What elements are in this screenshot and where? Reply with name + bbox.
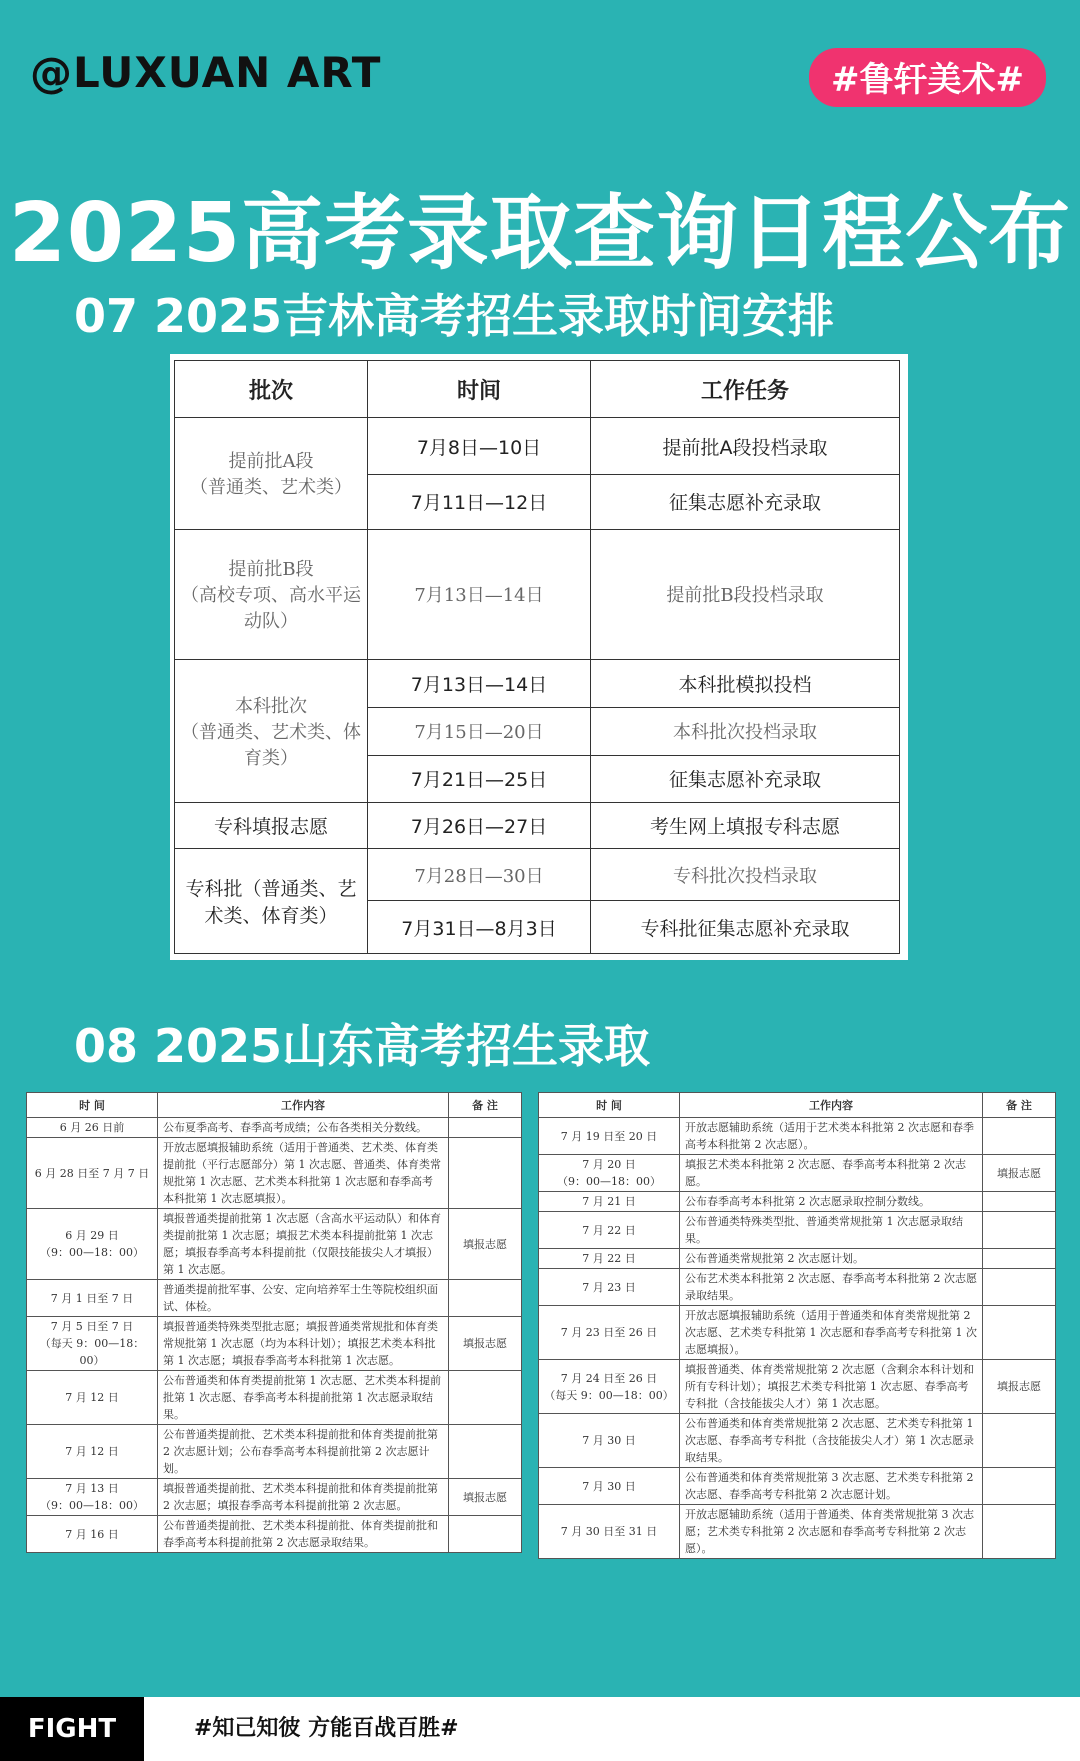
shandong-note-cell (449, 1516, 522, 1553)
shandong-time-cell: 7 月 30 日 (539, 1468, 680, 1505)
shandong-content-cell: 公布春季高考本科批第 2 次志愿录取控制分数线。 (680, 1192, 983, 1212)
shandong-time-cell: 7 月 19 日至 20 日 (539, 1118, 680, 1155)
shandong-header-time: 时 间 (539, 1093, 680, 1118)
jilin-time-cell: 7月21日—25日 (368, 755, 591, 803)
shandong-table-left-card (26, 1092, 522, 1553)
shandong-table-row (27, 1371, 522, 1425)
shandong-note-cell (449, 1371, 522, 1425)
shandong-note-cell: 填报志愿 (983, 1360, 1056, 1414)
jilin-time-cell: 7月13日—14日 (368, 529, 591, 659)
shandong-content-cell: 开放志愿填报辅助系统（适用于普通类、艺术类、体育类提前批（平行志愿部分）第 1 次志愿、普通类、体育类常规批第 1 次志愿、艺术类本科批第 1 次志愿和春季高考本科批第 1 次志愿填报）。 (158, 1138, 449, 1209)
jilin-task-cell: 本科批模拟投档 (591, 659, 900, 707)
jilin-time-cell: 7月31日—8月3日 (368, 901, 591, 954)
jilin-task-cell: 本科批次投档录取 (591, 707, 900, 755)
shandong-header-content: 工作内容 (680, 1093, 983, 1118)
shandong-table-left (26, 1092, 522, 1553)
jilin-table-row (175, 529, 900, 659)
shandong-header-note: 备 注 (449, 1093, 522, 1118)
shandong-note-cell (449, 1425, 522, 1479)
shandong-time-cell: 7 月 12 日 (27, 1425, 158, 1479)
jilin-task-cell: 专科批次投档录取 (591, 849, 900, 901)
shandong-time-cell: 7 月 30 日至 31 日 (539, 1505, 680, 1559)
page-title: 2025高考录取查询日程公布 (8, 186, 1072, 281)
shandong-note-cell: 填报志愿 (983, 1155, 1056, 1192)
shandong-time-cell: 7 月 23 日 (539, 1269, 680, 1306)
shandong-content-cell: 填报艺术类本科批第 2 次志愿、春季高考本科批第 2 次志愿。 (680, 1155, 983, 1192)
jilin-section-title: 07 2025吉林高考招生录取时间安排 (74, 289, 835, 343)
shandong-time-cell: 6 月 28 日至 7 月 7 日 (27, 1138, 158, 1209)
shandong-content-cell: 公布夏季高考、春季高考成绩；公布各类相关分数线。 (158, 1118, 449, 1138)
shandong-note-cell (983, 1505, 1056, 1559)
shandong-content-cell: 公布普通类和体育类提前批第 1 次志愿、艺术类本科提前批第 1 次志愿、春季高考本科提前批第 1 次志愿录取结果。 (158, 1371, 449, 1425)
shandong-table-row (539, 1269, 1056, 1306)
shandong-header-note: 备 注 (983, 1093, 1056, 1118)
shandong-table-row (27, 1138, 522, 1209)
shandong-section-title: 08 2025山东高考招生录取 (74, 1019, 651, 1073)
jilin-task-cell: 考生网上填报专科志愿 (591, 803, 900, 849)
jilin-table-card (170, 354, 908, 960)
jilin-batch-cell: 专科批（普通类、艺术类、体育类） (175, 849, 368, 954)
jilin-task-cell: 征集志愿补充录取 (591, 755, 900, 803)
shandong-note-cell (983, 1118, 1056, 1155)
shandong-note-cell: 填报志愿 (449, 1317, 522, 1371)
shandong-time-cell: 6 月 26 日前 (27, 1118, 158, 1138)
shandong-table-row (539, 1468, 1056, 1505)
jilin-table-row (175, 803, 900, 849)
footer-fight-label: FIGHT (0, 1697, 144, 1761)
shandong-note-cell (983, 1192, 1056, 1212)
shandong-table-row (27, 1425, 522, 1479)
shandong-table-row (539, 1249, 1056, 1269)
shandong-time-cell: 7 月 21 日 (539, 1192, 680, 1212)
shandong-time-cell: 6 月 29 日 （9：00—18：00） (27, 1209, 158, 1280)
shandong-time-cell: 7 月 30 日 (539, 1414, 680, 1468)
shandong-note-cell (983, 1249, 1056, 1269)
shandong-table-right (538, 1092, 1056, 1559)
shandong-note-cell (983, 1306, 1056, 1360)
shandong-content-cell: 开放志愿辅助系统（适用于普通类、体育类常规批第 3 次志愿；艺术类专科批第 2 次志愿和春季高考专科批第 2 次志愿）。 (680, 1505, 983, 1559)
jilin-time-cell: 7月11日—12日 (368, 475, 591, 530)
brand-watermark: @LUXUAN ART (30, 48, 382, 97)
shandong-note-cell (983, 1468, 1056, 1505)
jilin-time-cell: 7月8日—10日 (368, 418, 591, 475)
shandong-time-cell: 7 月 13 日 （9：00—18：00） (27, 1479, 158, 1516)
jilin-task-cell: 征集志愿补充录取 (591, 475, 900, 530)
shandong-header-content: 工作内容 (158, 1093, 449, 1118)
shandong-content-cell: 填报普通类提前批第 1 次志愿（含高水平运动队）和体育类提前批第 1 次志愿；填报艺术类本科提前批第 1 次志愿；填报春季高考本科提前批（仅限技能拔尖人才填报）第 1 次志愿。 (158, 1209, 449, 1280)
shandong-table-right-card (538, 1092, 1056, 1559)
shandong-time-cell: 7 月 22 日 (539, 1249, 680, 1269)
shandong-note-cell: 填报志愿 (449, 1479, 522, 1516)
shandong-content-cell: 公布艺术类本科批第 2 次志愿、春季高考本科批第 2 次志愿录取结果。 (680, 1269, 983, 1306)
jilin-table (174, 360, 900, 954)
shandong-note-cell (449, 1138, 522, 1209)
shandong-note-cell: 填报志愿 (449, 1209, 522, 1280)
shandong-content-cell: 填报普通类特殊类型批志愿；填报普通类常规批和体育类常规批第 1 次志愿（均为本科计划）；填报艺术类本科批第 1 次志愿；填报春季高考本科批第 1 次志愿。 (158, 1317, 449, 1371)
jilin-batch-cell: 专科填报志愿 (175, 803, 368, 849)
shandong-table-row (539, 1212, 1056, 1249)
shandong-table-row (539, 1414, 1056, 1468)
shandong-header-time: 时 间 (27, 1093, 158, 1118)
jilin-task-cell: 专科批征集志愿补充录取 (591, 901, 900, 954)
shandong-time-cell: 7 月 20 日 （9：00—18：00） (539, 1155, 680, 1192)
jilin-batch-cell: 本科批次 （普通类、艺术类、体育类） (175, 659, 368, 803)
shandong-table-row (27, 1118, 522, 1138)
shandong-time-cell: 7 月 12 日 (27, 1371, 158, 1425)
shandong-note-cell (983, 1269, 1056, 1306)
shandong-table-row (27, 1209, 522, 1280)
jilin-header-time: 时间 (368, 361, 591, 418)
shandong-table-row (539, 1505, 1056, 1559)
shandong-note-cell (983, 1212, 1056, 1249)
shandong-content-cell: 开放志愿填报辅助系统（适用于普通类和体育类常规批第 2 次志愿、艺术类专科批第 1 次志愿和春季高考专科批第 1 次志愿填报）。 (680, 1306, 983, 1360)
jilin-header-batch: 批次 (175, 361, 368, 418)
shandong-time-cell: 7 月 23 日至 26 日 (539, 1306, 680, 1360)
jilin-batch-cell: 提前批A段 （普通类、艺术类） (175, 418, 368, 530)
shandong-table-row (539, 1118, 1056, 1155)
hashtag-badge: #鲁轩美术# (809, 48, 1046, 107)
shandong-content-cell: 公布普通类和体育类常规批第 2 次志愿、艺术类专科批第 1 次志愿、春季高考专科批（含技能拔尖人才）第 1 次志愿录取结果。 (680, 1414, 983, 1468)
shandong-note-cell (983, 1414, 1056, 1468)
shandong-content-cell: 公布普通类常规批第 2 次志愿计划。 (680, 1249, 983, 1269)
shandong-content-cell: 填报普通类、体育类常规批第 2 次志愿（含剩余本科计划和所有专科计划）；填报艺术类专科批第 1 次志愿、春季高考专科批（含技能拔尖人才）第 1 次志愿。 (680, 1360, 983, 1414)
shandong-time-cell: 7 月 5 日至 7 日 （每天 9：00—18：00） (27, 1317, 158, 1371)
shandong-table-row (539, 1306, 1056, 1360)
shandong-content-cell: 开放志愿辅助系统（适用于艺术类本科批第 2 次志愿和春季高考本科批第 2 次志愿）。 (680, 1118, 983, 1155)
shandong-content-cell: 公布普通类提前批、艺术类本科提前批和体育类提前批第 2 次志愿计划；公布春季高考本科提前批第 2 次志愿计划。 (158, 1425, 449, 1479)
shandong-note-cell (449, 1118, 522, 1138)
shandong-time-cell: 7 月 24 日至 26 日 （每天 9：00—18：00） (539, 1360, 680, 1414)
shandong-table-row (539, 1155, 1056, 1192)
shandong-note-cell (449, 1280, 522, 1317)
shandong-table-row (539, 1192, 1056, 1212)
jilin-batch-cell: 提前批B段 （高校专项、高水平运动队） (175, 529, 368, 659)
jilin-task-cell: 提前批A段投档录取 (591, 418, 900, 475)
jilin-header-task: 工作任务 (591, 361, 900, 418)
shandong-time-cell: 7 月 16 日 (27, 1516, 158, 1553)
shandong-time-cell: 7 月 22 日 (539, 1212, 680, 1249)
shandong-content-cell: 公布普通类和体育类常规批第 3 次志愿、艺术类专科批第 2 次志愿、春季高考专科批第 2 次志愿计划。 (680, 1468, 983, 1505)
shandong-content-cell: 填报普通类提前批、艺术类本科提前批和体育类提前批第 2 次志愿；填报春季高考本科提前批第 2 次志愿。 (158, 1479, 449, 1516)
shandong-table-row (27, 1516, 522, 1553)
shandong-content-cell: 普通类提前批军事、公安、定向培养军士生等院校组织面试、体检。 (158, 1280, 449, 1317)
jilin-table-row (175, 849, 900, 901)
shandong-table-row (27, 1317, 522, 1371)
shandong-time-cell: 7 月 1 日至 7 日 (27, 1280, 158, 1317)
shandong-table-row (27, 1479, 522, 1516)
jilin-table-row (175, 659, 900, 707)
jilin-time-cell: 7月26日—27日 (368, 803, 591, 849)
jilin-time-cell: 7月28日—30日 (368, 849, 591, 901)
jilin-task-cell: 提前批B段投档录取 (591, 529, 900, 659)
footer-slogan: #知己知彼 方能百战百胜# (144, 1697, 1080, 1761)
shandong-content-cell: 公布普通类特殊类型批、普通类常规批第 1 次志愿录取结果。 (680, 1212, 983, 1249)
shandong-content-cell: 公布普通类提前批、艺术类本科提前批、体育类提前批和春季高考本科提前批第 2 次志愿录取结果。 (158, 1516, 449, 1553)
jilin-table-row (175, 418, 900, 475)
shandong-table-row (27, 1280, 522, 1317)
jilin-time-cell: 7月15日—20日 (368, 707, 591, 755)
shandong-table-row (539, 1360, 1056, 1414)
jilin-time-cell: 7月13日—14日 (368, 659, 591, 707)
